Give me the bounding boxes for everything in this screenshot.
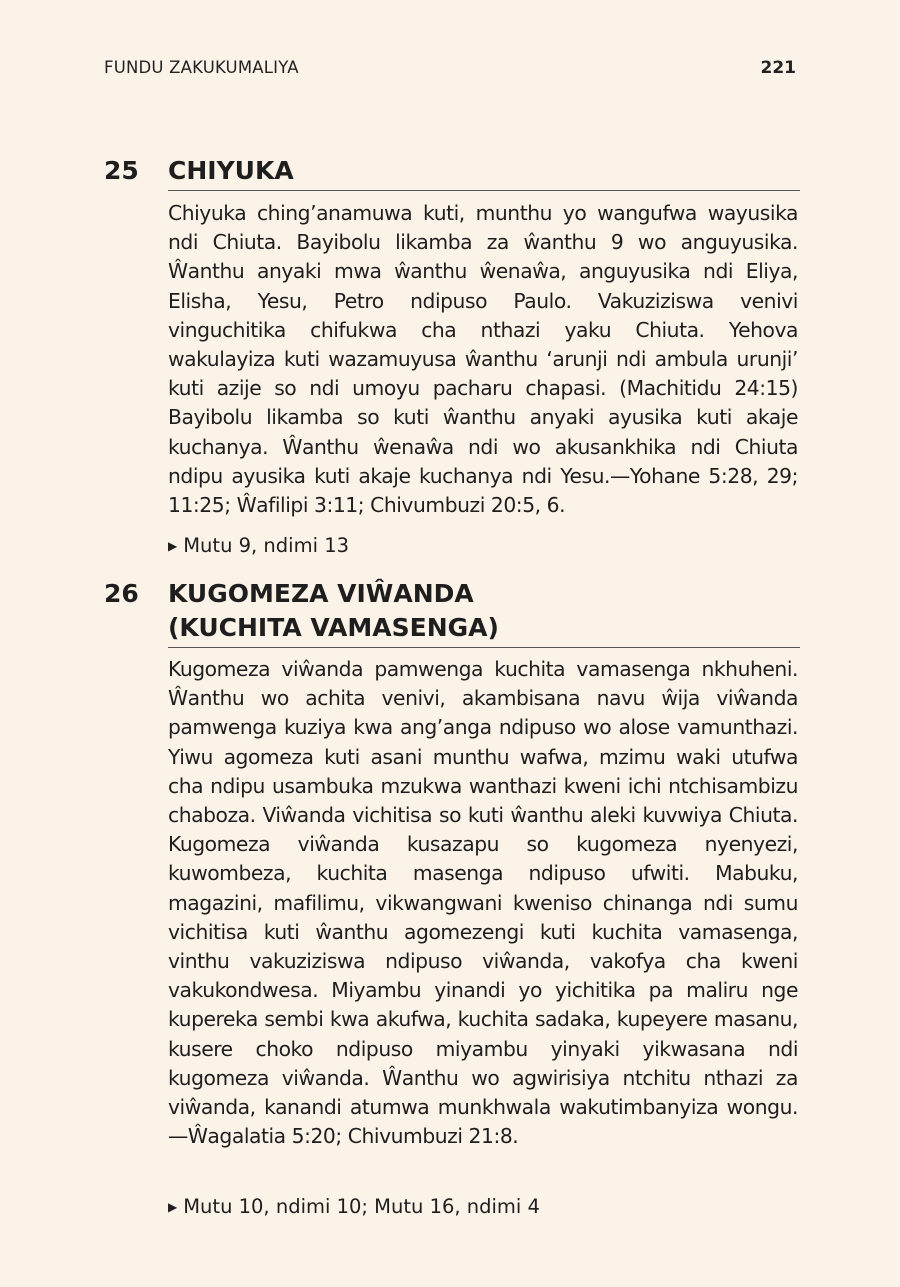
entry-number: 26 (104, 579, 139, 608)
cross-reference[interactable] (168, 1194, 798, 1220)
entry-body: Chiyuka ching’anamuwa kuti, munthu yo wangufwa wayusika ndi Chiuta. Bayibolu likamba za ŵanthu 9 wo anguyusika. Ŵanthu anyaki mwa ŵanthu ŵenaŵa, anguyusika ndi Eliya, Elisha, Yesu, Petro ndipuso Paulo. Vakuziziswa venivi vinguchitika chifukwa cha nthazi yaku Chiuta. Yehova wakulayiza kuti wazamuyusa ŵanthu ‘arunji ndi ambula urunji’ kuti azije so ndi umoyu pacharu chapasi. (Machitidu 24:15) Bayibolu likamba so kuti ŵanthu anyaki ayusika kuti akaje kuchanya. Ŵanthu ŵenaŵa ndi wo akusankhika ndi Chiuta ndipu ayusika kuti akaje kuchanya ndi Yesu.—Yohane 5:28, 29; 11:25; Ŵafilipi 3:11; Chivumbuzi 20:5, 6. (168, 201, 798, 518)
triangle-right-icon: ▶ (168, 539, 178, 553)
cross-reference[interactable] (168, 533, 798, 559)
title-rule (168, 647, 800, 648)
entry-title-line-1: KUGOMEZA VIŴANDA (168, 579, 474, 608)
cross-reference-text: Mutu 9, ndimi 13 (183, 534, 350, 557)
entry-title-line-2: (KUCHITA VAMASENGA) (168, 613, 499, 642)
page-header (104, 58, 796, 84)
page-number: 221 (760, 58, 796, 78)
entry-title: CHIYUKA (168, 156, 294, 185)
entry-body: Kugomeza viŵanda pamwenga kuchita vamasenga nkhuheni. Ŵanthu wo achita venivi, akambisana navu ŵija viŵanda pamwenga kuziya kwa ang’anga ndipuso wo alose vamunthazi. Yiwu agomeza kuti asani munthu wafwa, mzimu waki utufwa cha ndipu usambuka mzukwa wanthazi kweni ichi ntchisambizu chaboza. Viŵanda vichitisa so kuti ŵanthu aleki kuvwiya Chiuta. Kugomeza viŵanda kusazapu so kugomeza nyenyezi, kuwombeza, kuchita masenga ndipuso ufwiti. Mabuku, magazini, mafilimu, vikwangwani kweniso chinanga ndi sumu vichitisa kuti ŵanthu agomezengi kuti kuchita vamasenga, vinthu vakuziziswa ndipuso viŵanda, vakofya cha kweni vakukondwesa. Miyambu yinandi yo yichitika pa maliru nge kupereka sembi kwa akufwa, kuchita sadaka, kupeyere masanu, kusere choko ndipuso miyambu yinyaki yikwasana ndi kugomeza viŵanda. Ŵanthu wo agwirisiya ntchitu nthazi za viŵanda, kanandi atumwa munkhwala wakutimbanyiza wongu.—Ŵagalatia 5:20; Chivumbuzi 21:8. (168, 657, 798, 1149)
triangle-right-icon: ▶ (168, 1200, 178, 1214)
cross-reference-text: Mutu 10, ndimi 10; Mutu 16, ndimi 4 (183, 1195, 540, 1218)
title-rule (168, 190, 800, 191)
entry-number: 25 (104, 156, 139, 185)
running-title: FUNDU ZAKUKUMALIYA (104, 58, 299, 77)
